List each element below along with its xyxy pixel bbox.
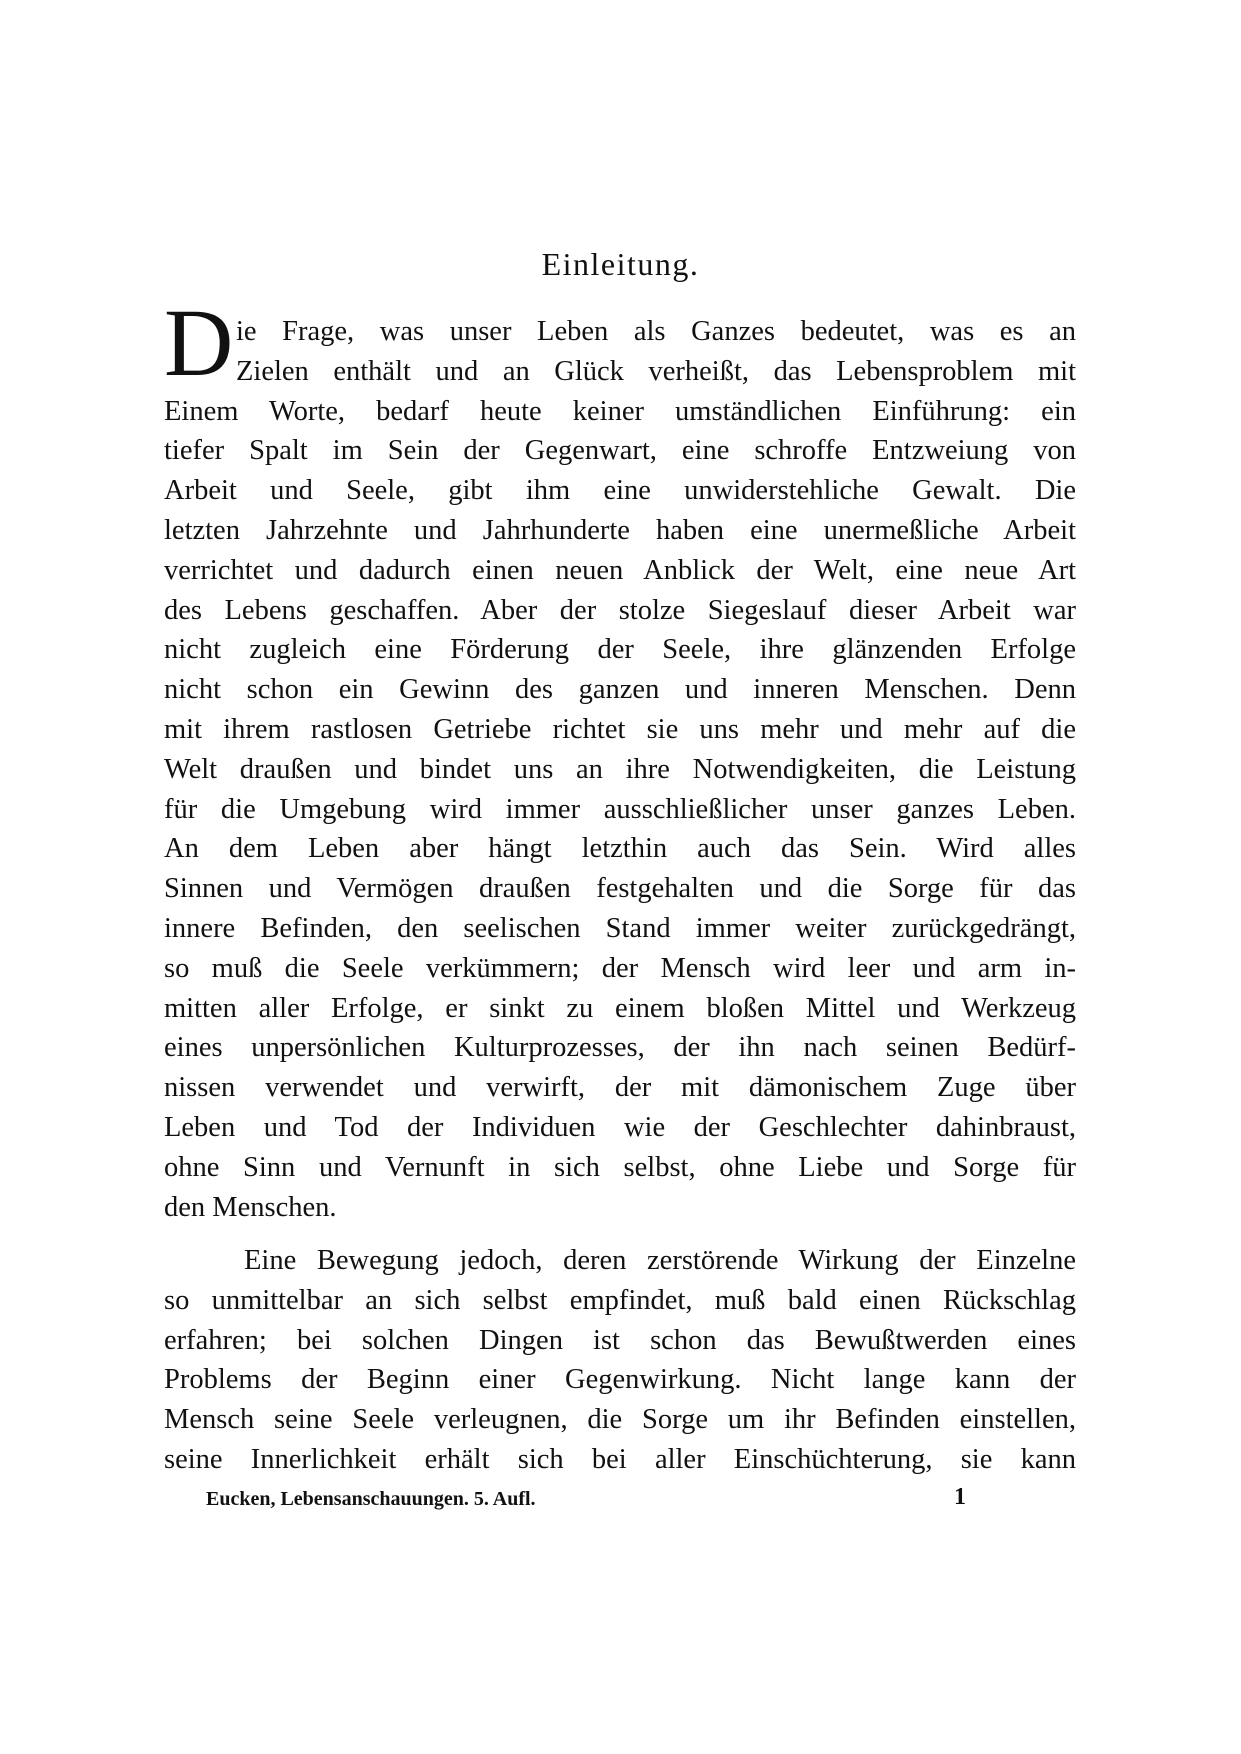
text-line: so unmittelbar an sich selbst empfindet, muß bald einen Rückschlag	[164, 1284, 1076, 1316]
text-line: Welt draußen und bindet uns an ihre Notwendigkeiten, die Leistung	[164, 753, 1076, 785]
text-line: ohne Sinn und Vernunft in sich selbst, ohne Liebe und Sorge für	[164, 1151, 1076, 1183]
paragraph-2	[164, 1241, 1076, 1480]
text-line: mit ihrem rastlosen Getriebe richtet sie uns mehr und mehr auf die	[164, 713, 1076, 745]
text-line: verrichtet und dadurch einen neuen Anblick der Welt, eine neue Art	[164, 554, 1076, 586]
text-line: Mensch seine Seele verleugnen, die Sorge um ihr Befinden einstellen,	[164, 1404, 1076, 1436]
text-line: den Menschen.	[164, 1191, 337, 1223]
text-line: eines unpersönlichen Kulturprozesses, der ihn nach seinen Bedürf-	[164, 1032, 1076, 1064]
text-line: An dem Leben aber hängt letzthin auch das Sein. Wird alles	[164, 833, 1076, 865]
paragraph-1	[164, 312, 1076, 1227]
page-number: 1	[954, 1484, 966, 1510]
footer-signature: Eucken, Lebensanschauungen. 5. Aufl.	[206, 1488, 536, 1510]
text-line: erfahren; bei solchen Dingen ist schon das Bewußtwerden eines	[164, 1324, 1076, 1356]
text-line: für die Umgebung wird immer ausschließlicher unser ganzes Leben.	[164, 793, 1076, 825]
drop-cap: D	[164, 289, 234, 396]
text-line: ie Frage, was unser Leben als Ganzes bedeutet, was es an	[236, 316, 1076, 347]
text-line: Problems der Beginn einer Gegenwirkung. Nicht lange kann der	[164, 1364, 1076, 1396]
text-line: seine Innerlichkeit erhält sich bei aller Einschüchterung, sie kann	[164, 1443, 1076, 1475]
text-line: Eine Bewegung jedoch, deren zerstörende Wirkung der Einzelne	[244, 1245, 1076, 1276]
text-line: Leben und Tod der Individuen wie der Geschlechter dahinbraust,	[164, 1111, 1076, 1143]
text-line: nicht zugleich eine Förderung der Seele, ihre glänzenden Erfolge	[164, 634, 1076, 666]
text-line: nissen verwendet und verwirft, der mit dämonischem Zuge über	[164, 1072, 1076, 1104]
text-line: mitten aller Erfolge, er sinkt zu einem bloßen Mittel und Werkzeug	[164, 992, 1076, 1024]
text-line: nicht schon ein Gewinn des ganzen und inneren Menschen. Denn	[164, 674, 1076, 706]
text-line: innere Befinden, den seelischen Stand immer weiter zurückgedrängt,	[164, 912, 1076, 944]
text-line: letzten Jahrzehnte und Jahrhunderte haben eine unermeßliche Arbeit	[164, 514, 1076, 546]
text-line: des Lebens geschaffen. Aber der stolze Siegeslauf dieser Arbeit war	[164, 594, 1076, 626]
text-line: Sinnen und Vermögen draußen festgehalten und die Sorge für das	[164, 873, 1076, 905]
chapter-heading: Einleitung.	[541, 246, 700, 282]
text-line: tiefer Spalt im Sein der Gegenwart, eine schroffe Entzweiung von	[164, 435, 1076, 467]
text-line: Zielen enthält und an Glück verheißt, das Lebensproblem mit	[236, 355, 1076, 387]
text-line: Einem Worte, bedarf heute keiner umständlichen Einführung: ein	[164, 395, 1076, 427]
text-line: Arbeit und Seele, gibt ihm eine unwiderstehliche Gewalt. Die	[164, 475, 1076, 507]
text-line: so muß die Seele verkümmern; der Mensch wird leer und arm in-	[164, 952, 1076, 984]
